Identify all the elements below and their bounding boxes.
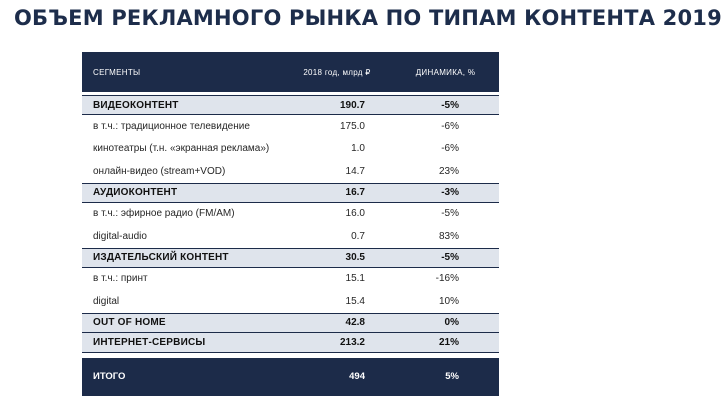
category-row-audio (82, 183, 499, 203)
row-label: в т.ч.: принт (93, 273, 148, 285)
table-header (82, 52, 499, 92)
row-value: 30.5 (345, 252, 365, 263)
table-row (82, 138, 499, 161)
row-dynamics: -3% (441, 187, 459, 198)
row-dynamics: -6% (441, 120, 459, 132)
category-row-video (82, 95, 499, 115)
row-dynamics: 21% (438, 336, 459, 348)
page-title: ОБЪЕМ РЕКЛАМНОГО РЫНКА ПО ТИПАМ КОНТЕНТА 2019 (14, 6, 722, 30)
row-value: 15.4 (345, 295, 365, 307)
header-segments: СЕГМЕНТЫ (93, 67, 141, 77)
row-value: 0.7 (351, 230, 365, 242)
row-dynamics: 10% (438, 295, 459, 307)
row-dynamics: -5% (441, 252, 459, 263)
table-row (82, 203, 499, 226)
header-volume: 2018 год, млрд ₽ (303, 67, 371, 77)
ad-market-table (82, 52, 499, 396)
total-value: 494 (349, 371, 365, 382)
row-value: 16.0 (345, 208, 365, 220)
category-row-ooh (82, 313, 499, 333)
row-value: 42.8 (345, 317, 365, 328)
row-value: 190.7 (339, 99, 365, 111)
row-value: 14.7 (345, 165, 365, 177)
row-value: 16.7 (345, 187, 365, 198)
row-dynamics: 23% (438, 165, 459, 177)
table-row (82, 160, 499, 183)
header-dynamics: ДИНАМИКА, % (415, 67, 476, 77)
row-label: кинотеатры (т.н. «экранная реклама») (93, 143, 270, 155)
row-dynamics: -16% (435, 273, 459, 285)
total-row (82, 358, 499, 396)
category-row-publishing (82, 248, 499, 268)
total-dynamics: 5% (445, 371, 459, 382)
row-dynamics: -6% (441, 143, 459, 155)
row-dynamics: 83% (438, 230, 459, 242)
row-label: digital (93, 295, 120, 307)
row-label: ВИДЕОКОНТЕНТ (93, 99, 179, 111)
table-row (82, 225, 499, 248)
row-value: 1.0 (351, 143, 365, 155)
row-label: АУДИОКОНТЕНТ (93, 187, 178, 198)
row-label: в т.ч.: традиционное телевидение (93, 120, 250, 132)
row-value: 15.1 (345, 273, 365, 285)
row-label: онлайн-видео (stream+VOD) (93, 165, 226, 177)
row-label: OUT OF HOME (93, 317, 166, 328)
total-label: ИТОГО (93, 371, 126, 382)
row-label: ИНТЕРНЕТ-СЕРВИСЫ (93, 336, 206, 348)
row-dynamics: 0% (444, 317, 459, 328)
table-row (82, 115, 499, 138)
table-row (82, 268, 499, 291)
table-row (82, 290, 499, 313)
row-value: 175.0 (339, 120, 365, 132)
row-label: в т.ч.: эфирное радио (FM/AM) (93, 208, 235, 220)
row-dynamics: -5% (441, 208, 459, 220)
row-dynamics: -5% (441, 99, 459, 111)
category-row-internet (82, 333, 499, 353)
row-label: ИЗДАТЕЛЬСКИЙ КОНТЕНТ (93, 252, 229, 263)
row-value: 213.2 (339, 336, 365, 348)
row-label: digital-audio (93, 230, 147, 242)
